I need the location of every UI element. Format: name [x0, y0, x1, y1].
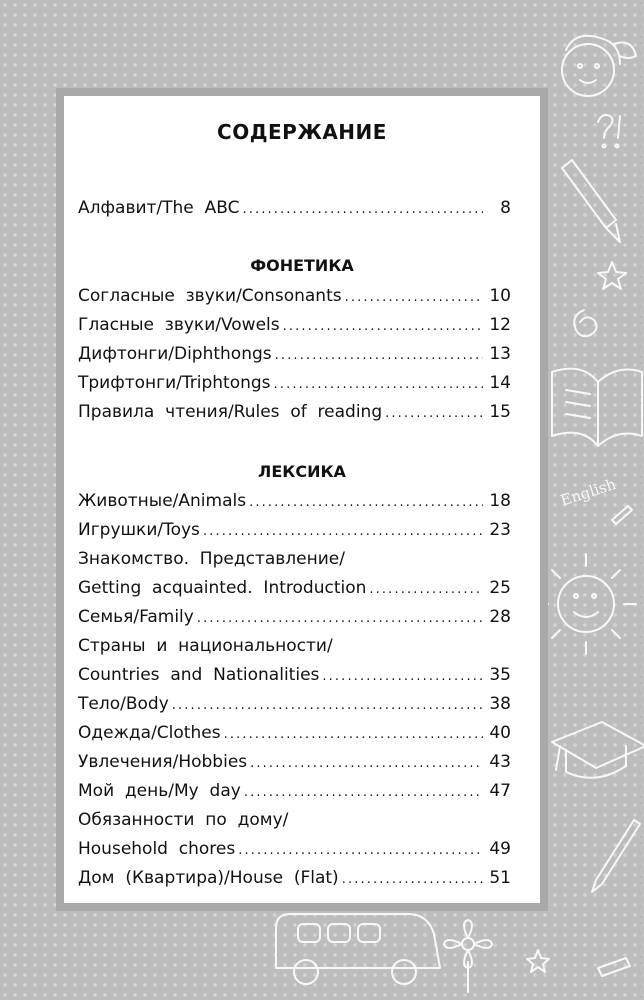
contents-panel: [56, 88, 548, 911]
toc-entry-page: 15: [489, 402, 511, 422]
leader-dots: [274, 377, 483, 392]
toc-entry: [78, 491, 511, 515]
leader-dots: [342, 872, 483, 887]
toc-entry-page: 12: [489, 315, 511, 335]
toc-entry: [78, 520, 511, 544]
leader-dots: [197, 611, 483, 626]
toc-entry-page: 28: [489, 607, 511, 627]
toc-entry: [78, 868, 511, 892]
toc-entry-label: Дом (Квартира)/House (Flat): [78, 868, 339, 888]
toc-entry: [78, 578, 511, 602]
toc-entry-label: Одежда/Clothes: [78, 723, 221, 743]
english-doodle-text: English: [558, 474, 619, 510]
toc-entry: [78, 402, 511, 426]
toc-entry-label: Дифтонги/Diphthongs: [78, 344, 272, 364]
flower-doodle: [444, 920, 492, 992]
star-doodle: [598, 262, 626, 289]
toc-entry-page: 18: [489, 491, 511, 511]
toc-entry-label: Семья/Family: [78, 607, 194, 627]
leader-dots: [385, 406, 483, 421]
toc-entry: [78, 781, 511, 805]
toc-entry-page: 35: [489, 665, 511, 685]
toc-entry: [78, 665, 511, 689]
toc-entry-label: Getting acquainted. Introduction: [78, 578, 367, 598]
toc-entry-label: Алфавит/The ABC: [78, 198, 240, 218]
section-heading-lexis: ЛЕКСИКА: [258, 462, 346, 481]
brush-doodle: [612, 506, 632, 524]
leader-dots: [250, 756, 483, 771]
section-heading-phonetics: ФОНЕТИКА: [250, 256, 354, 275]
book-doodle: [552, 369, 642, 446]
toc-entry-label: Гласные звуки/Vowels: [78, 315, 280, 335]
toc-entry-label: Игрушки/Toys: [78, 520, 200, 540]
girl-face-doodle: [562, 36, 636, 96]
toc-entry-page: 10: [489, 286, 511, 306]
pencil-doodle: [562, 160, 620, 242]
toc-entry-page: 13: [489, 344, 511, 364]
toc-entry-page: 49: [489, 839, 511, 859]
toc-entry: [78, 344, 511, 368]
bus-doodle: [276, 914, 440, 984]
pen-doodle: [592, 820, 640, 892]
toc-entry-label: Трифтонги/Triphtongs: [78, 373, 271, 393]
leader-dots: [172, 698, 483, 713]
sun-doodle: [536, 554, 636, 654]
toc-entry-page: 51: [489, 868, 511, 888]
toc-entry: [78, 839, 511, 863]
leader-dots: [242, 202, 483, 217]
toc-entry-first-line: Страны и национальности/: [78, 636, 333, 656]
leader-dots: [345, 290, 483, 305]
leader-dots: [369, 582, 483, 597]
toc-entry-page: 47: [489, 781, 511, 801]
leader-dots: [224, 727, 483, 742]
graduation-cap-doodle: [552, 722, 644, 778]
question-exclamation-doodle: [598, 115, 620, 148]
crayon-doodle: [598, 958, 630, 976]
toc-entry: [78, 315, 511, 339]
leader-dots: [249, 495, 483, 510]
page-title: СОДЕРЖАНИЕ: [217, 120, 387, 144]
leader-dots: [283, 319, 483, 334]
star-doodle-bottom: [527, 950, 549, 972]
toc-entry-label: Увлечения/Hobbies: [78, 752, 248, 772]
toc-entry-label: Мой день/My day: [78, 781, 241, 801]
toc-entry: [78, 752, 511, 776]
leader-dots: [203, 524, 483, 539]
toc-entry-page: 38: [489, 694, 511, 714]
toc-entry-label: Тело/Body: [78, 694, 169, 714]
toc-entry-page: 8: [500, 198, 511, 218]
toc-entry-page: 43: [489, 752, 511, 772]
toc-entry: [78, 607, 511, 631]
toc-entry-first-line: Знакомство. Представление/: [78, 549, 345, 569]
leader-dots: [322, 669, 483, 684]
toc-entry-first-line: Обязанности по дому/: [78, 810, 289, 830]
toc-entry-page: 40: [489, 723, 511, 743]
toc-entry-label: Countries and Nationalities: [78, 665, 320, 685]
toc-entry-page: 14: [489, 373, 511, 393]
toc-entry: [78, 286, 511, 310]
toc-entry: [78, 198, 511, 222]
spiral-doodle: [574, 310, 596, 336]
leader-dots: [238, 843, 483, 858]
toc-entry: [78, 694, 511, 718]
toc-entry-label: Правила чтения/Rules of reading: [78, 402, 383, 422]
toc-entry-label: Животные/Animals: [78, 491, 247, 511]
leader-dots: [275, 348, 483, 363]
toc-entry-label: Household chores: [78, 839, 236, 859]
leader-dots: [244, 785, 483, 800]
toc-entry-label: Согласные звуки/Consonants: [78, 286, 342, 306]
toc-entry: [78, 723, 511, 747]
toc-entry-page: 25: [489, 578, 511, 598]
toc-entry: [78, 373, 511, 397]
toc-entry-page: 23: [489, 520, 511, 540]
